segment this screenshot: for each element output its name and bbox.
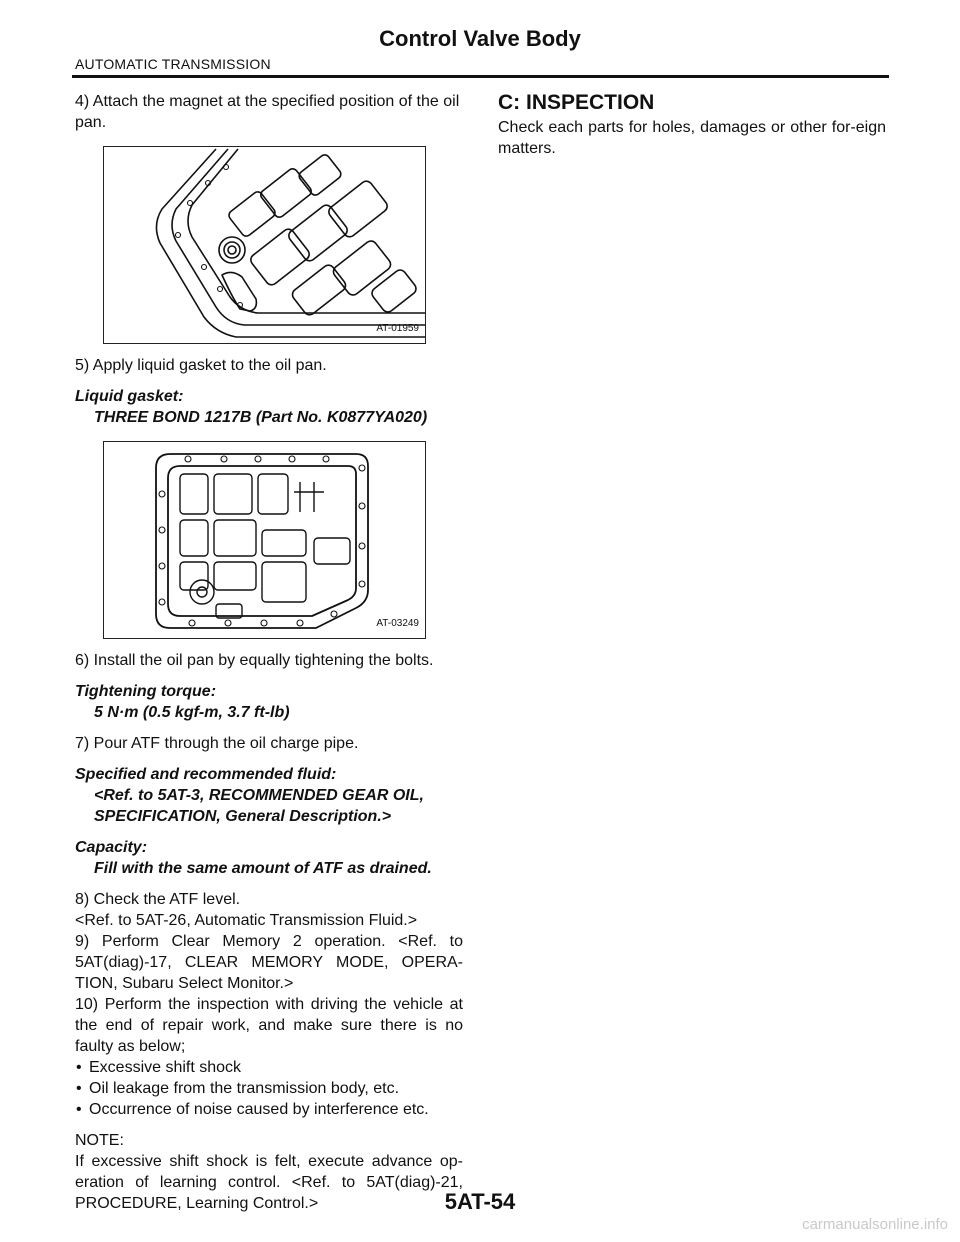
section-heading: C: INSPECTION: [498, 91, 655, 114]
capacity-value: Fill with the same amount of ATF as drained.: [94, 860, 432, 877]
torque-label: Tightening torque:: [75, 683, 217, 700]
gasket-value: THREE BOND 1217B (Part No. K0877YA020): [94, 409, 428, 426]
fluid-value: <Ref. to 5AT-3, RECOMMENDED GEAR OIL, SPECIFICATION, General Description.>: [94, 787, 424, 825]
list-item: • Occurrence of noise caused by interference etc.: [75, 1099, 463, 1120]
page-title: Control Valve Body: [379, 26, 581, 51]
figure-code: AT-01959: [376, 323, 419, 334]
list-item: • Oil leakage from the transmission body, etc.: [75, 1078, 463, 1099]
figure-code: AT-03249: [376, 618, 419, 629]
gasket-label: Liquid gasket:: [75, 388, 184, 405]
section-name: AUTOMATIC TRANSMISSION: [75, 56, 271, 72]
step-7: 7) Pour ATF through the oil charge pipe.: [75, 735, 359, 752]
fluid-label: Specified and recommended fluid:: [75, 766, 337, 783]
gasket-figure: [103, 441, 426, 639]
capacity-label: Capacity:: [75, 839, 148, 856]
header-rule: [72, 75, 889, 78]
step-8: 8) Check the ATF level.: [75, 891, 241, 908]
watermark: carmanualsonline.info: [802, 1216, 948, 1233]
inspection-text: Check each parts for holes, damages or other for-eign matters.: [498, 119, 886, 157]
note-text: If excessive shift shock is felt, execute advance op-eration of learning control. <Ref. to 5AT(diag)-21, PROCEDURE, Learning Control.>: [75, 1153, 463, 1212]
step-5: 5) Apply liquid gasket to the oil pan.: [75, 357, 327, 374]
note-label: NOTE:: [75, 1132, 124, 1149]
torque-value: 5 N·m (0.5 kgf-m, 3.7 ft-lb): [94, 704, 290, 721]
left-column: [75, 91, 463, 1224]
step-9: 9) Perform Clear Memory 2 operation. <Ref. to 5AT(diag)-17, CLEAR MEMORY MODE, OPERA-TION, Subaru Select Monitor.>: [75, 933, 463, 992]
right-column: [498, 91, 886, 169]
step-4: 4) Attach the magnet at the specified position of the oil pan.: [75, 93, 460, 131]
step-10: 10) Perform the inspection with driving the vehicle at the end of repair work, and make sure there is no faulty as below;: [75, 996, 463, 1055]
magnet-figure: [103, 146, 426, 344]
oil-pan-magnet-illustration: [104, 147, 426, 344]
list-item: • Excessive shift shock: [75, 1057, 463, 1078]
page-number: 5AT-54: [444, 1189, 516, 1214]
step-8-reference: <Ref. to 5AT-26, Automatic Transmission Fluid.>: [75, 912, 418, 929]
step-6: 6) Install the oil pan by equally tightening the bolts.: [75, 652, 434, 669]
fault-list: [75, 1057, 463, 1120]
oil-pan-gasket-illustration: [104, 442, 426, 639]
